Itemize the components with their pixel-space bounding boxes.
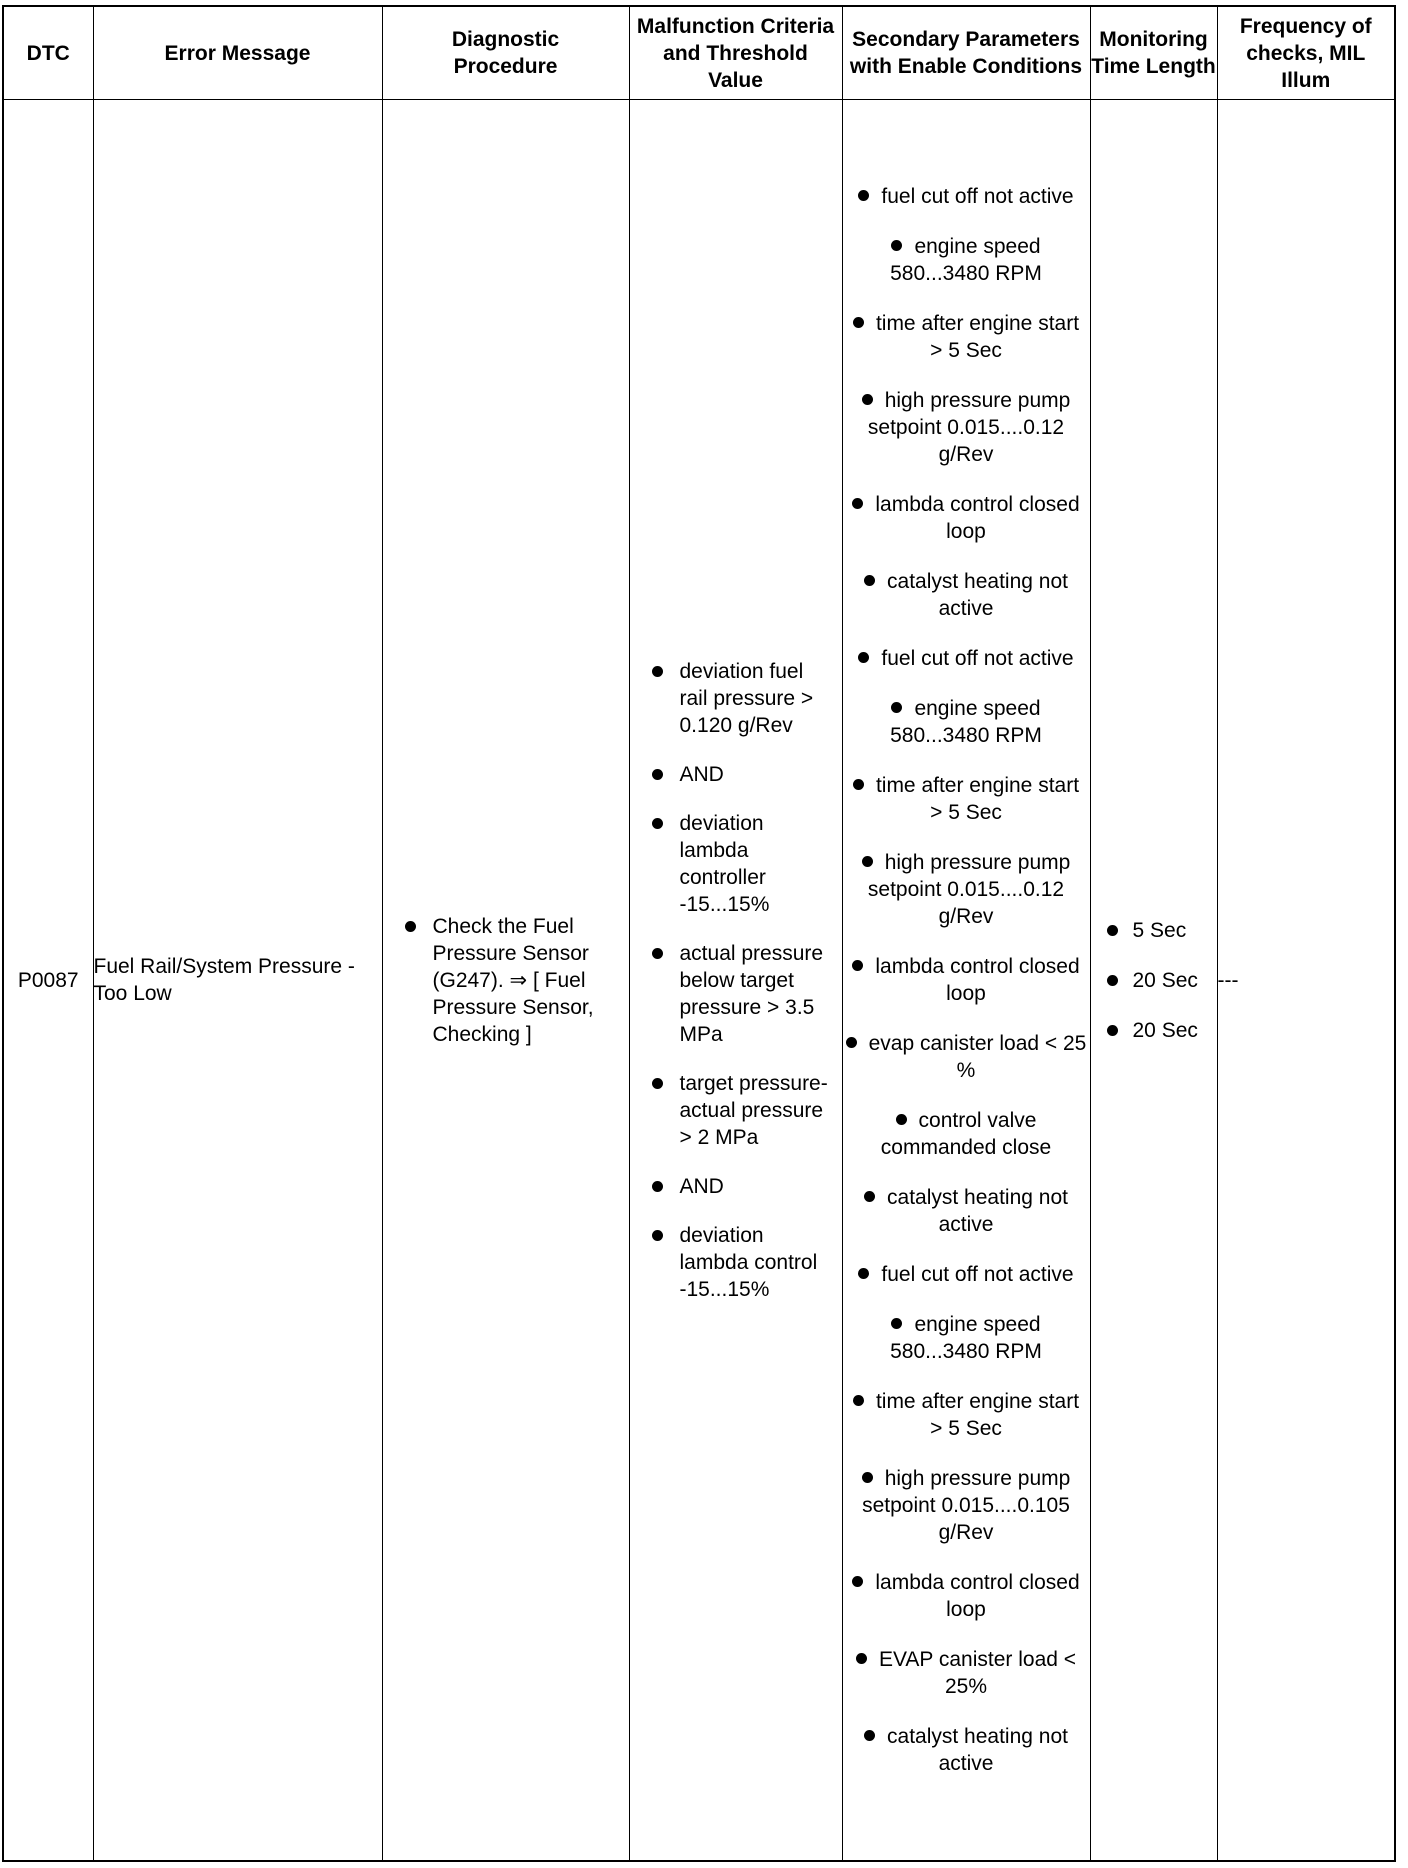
- secondary-parameter-item: lambda control closed loop: [845, 1569, 1088, 1623]
- header-error-message: Error Message: [93, 6, 382, 100]
- header-dtc: DTC: [3, 6, 93, 100]
- dtc-code: P0087: [3, 100, 93, 1862]
- monitoring-time-list: [1091, 917, 1217, 1044]
- secondary-parameter-item: fuel cut off not active: [845, 645, 1088, 672]
- secondary-parameter-item: high pressure pump setpoint 0.015....0.12 g/Rev: [845, 849, 1088, 930]
- secondary-parameter-item: high pressure pump setpoint 0.015....0.105 g/Rev: [845, 1465, 1088, 1546]
- error-message: Fuel Rail/System Pressure - Too Low: [93, 100, 382, 1862]
- header-monitoring-time: Monitoring Time Length: [1090, 6, 1217, 100]
- secondary-parameter-item: catalyst heating not active: [845, 1184, 1088, 1238]
- header-frequency: Frequency of checks, MIL Illum: [1217, 6, 1395, 100]
- malfunction-criteria-item: deviation fuel rail pressure > 0.120 g/Rev: [680, 658, 836, 739]
- frequency-value: ---: [1217, 100, 1395, 1862]
- malfunction-criteria-item: actual pressure below target pressure > 3.5 MPa: [680, 940, 836, 1048]
- secondary-parameter-item: evap canister load < 25 %: [845, 1030, 1088, 1084]
- header-row: [3, 6, 1395, 100]
- malfunction-criteria-cell: [629, 100, 842, 1862]
- diagnostic-procedure-cell: [382, 100, 629, 1862]
- table-row: [3, 100, 1395, 1862]
- secondary-parameter-item: fuel cut off not active: [845, 183, 1088, 210]
- header-malfunction-criteria: Malfunction Criteria and Threshold Value: [629, 6, 842, 100]
- secondary-parameter-item: lambda control closed loop: [845, 953, 1088, 1007]
- monitoring-time-item: 20 Sec: [1133, 1017, 1217, 1044]
- malfunction-criteria-item: target pressure-actual pressure > 2 MPa: [680, 1070, 836, 1151]
- malfunction-criteria-item: deviation lambda controller -15...15%: [680, 810, 836, 918]
- secondary-parameter-item: catalyst heating not active: [845, 568, 1088, 622]
- malfunction-criteria-item: AND: [680, 761, 836, 788]
- monitoring-time-cell: [1090, 100, 1217, 1862]
- malfunction-criteria-item: deviation lambda control -15...15%: [680, 1222, 836, 1303]
- secondary-parameters-cell: [842, 100, 1090, 1862]
- secondary-parameter-item: control valve commanded close: [845, 1107, 1088, 1161]
- monitoring-time-item: 5 Sec: [1133, 917, 1217, 944]
- malfunction-criteria-list: [630, 658, 842, 1303]
- secondary-parameter-item: engine speed 580...3480 RPM: [845, 233, 1088, 287]
- header-secondary-parameters: Secondary Parameters with Enable Conditions: [842, 6, 1090, 100]
- secondary-parameter-item: fuel cut off not active: [845, 1261, 1088, 1288]
- secondary-parameter-item: time after engine start > 5 Sec: [845, 310, 1088, 364]
- secondary-parameter-item: engine speed 580...3480 RPM: [845, 1311, 1088, 1365]
- header-diagnostic-procedure: Diagnostic Procedure: [382, 6, 629, 100]
- secondary-parameter-item: lambda control closed loop: [845, 491, 1088, 545]
- dtc-table: [2, 5, 1396, 1862]
- monitoring-time-item: 20 Sec: [1133, 967, 1217, 994]
- secondary-parameters-list: [843, 183, 1090, 1777]
- secondary-parameter-item: catalyst heating not active: [845, 1723, 1088, 1777]
- secondary-parameter-item: high pressure pump setpoint 0.015....0.12 g/Rev: [845, 387, 1088, 468]
- secondary-parameter-item: EVAP canister load < 25%: [845, 1646, 1088, 1700]
- secondary-parameter-item: engine speed 580...3480 RPM: [845, 695, 1088, 749]
- diagnostic-procedure-item: Check the Fuel Pressure Sensor (G247). ⇒ [ Fuel Pressure Sensor, Checking ]: [433, 913, 619, 1048]
- secondary-parameter-item: time after engine start > 5 Sec: [845, 772, 1088, 826]
- secondary-parameter-item: time after engine start > 5 Sec: [845, 1388, 1088, 1442]
- malfunction-criteria-item: AND: [680, 1173, 836, 1200]
